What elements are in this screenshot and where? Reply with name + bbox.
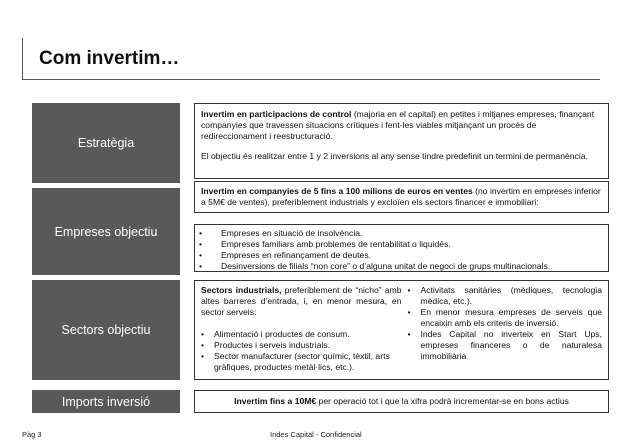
content-sectors: [194, 280, 609, 380]
label-estrategia-text: Estratègia: [77, 136, 135, 150]
estrategia-paragraph-1: [201, 109, 602, 142]
sectors-right-list: [407, 285, 602, 362]
label-imports: [32, 390, 180, 413]
footer-confidential: Indes Capital - Confidencial: [270, 430, 362, 439]
empreses-bullet: • Empreses en situació de insolvència.: [199, 228, 602, 239]
sectors-right-column: [407, 285, 602, 373]
empreses-intro-bold: Invertim en companyies de 5 fins a 100 milions de euros en ventes: [201, 186, 473, 196]
estrategia-p1-bold: Invertim en participacions de control: [201, 109, 352, 119]
estrategia-paragraph-2: El objectiu és realitzar entre 1 y 2 inversions al any sense tindre predefinit un termini de permanència.: [201, 151, 588, 161]
content-empreses-intro: [194, 181, 609, 213]
label-empreses: [32, 188, 180, 275]
empreses-bullet: • Empreses en refinançament de deutes.: [199, 250, 602, 261]
sectors-left-bullet: • Sector manufacturer (sector químic, tèxtil, arts gràfiques, productes metàl·lics, etc.).: [201, 351, 401, 373]
sectors-left-intro: [201, 285, 401, 318]
empreses-intro-rest: (no invertim en empreses inferior a 5M€ de ventes), preferiblement industrials y excloïen els sectors financer e immobiliari:: [201, 186, 601, 207]
sectors-left-column: [201, 285, 401, 373]
imports-rest: per operació tot i que la xifra podrà incrementar-se en bons actius: [316, 396, 569, 406]
content-estrategia: [194, 103, 609, 179]
imports-bold: Invertim fins a 10M€: [234, 396, 317, 406]
content-imports: [194, 390, 609, 413]
sectors-left-bold: Sectors industrials,: [201, 285, 282, 295]
sectors-right-bullet: • Activitats sanitàries (mèdiques, tecnologia mèdica, etc.).: [407, 285, 602, 307]
page-title: Com invertim…: [39, 48, 180, 69]
title-bar: [22, 38, 600, 80]
empreses-bullet: • Empreses familiars amb problemes de rentabilitat o liquidés.: [199, 239, 602, 250]
sectors-right-bullet: • Indes Capital no inverteix en Start Ups, empreses financeres o de naturalesa immobiliària: [407, 329, 602, 362]
imports-text: [234, 396, 569, 407]
sectors-left-rest: preferiblement de “nicho” amb altes barreres d’entrada, i, en menor mesura, en sector serveis:: [201, 285, 402, 317]
sectors-left-bullet: • Alimentació i productes de consum.: [201, 329, 401, 340]
sectors-right-bullet: • En menor mesura empreses de serveis que encaixin amb els criteris de inversió.: [407, 307, 602, 329]
sectors-left-list: [201, 329, 401, 373]
label-imports-text: Imports inversió: [61, 394, 151, 409]
empreses-bullet-list: [199, 228, 602, 272]
content-empreses-list: [194, 224, 609, 272]
label-empreses-text: Empreses objectiu: [54, 224, 158, 239]
label-sectors: [32, 280, 180, 380]
sectors-left-bullet: • Productes i serveis industrials.: [201, 340, 401, 351]
footer-page-number: Pàg 3: [22, 430, 42, 439]
label-estrategia: [32, 103, 180, 183]
empreses-intro: [201, 186, 602, 208]
estrategia-p1-rest: (majoria en el capital) en petites i mitjanes empreses, finançant companyies que travessen situacions crítiques i fent-les viables mitjançant un procés de redireccionament i reestructuració.: [201, 109, 595, 141]
label-sectors-text: Sectors objectiu: [61, 323, 151, 337]
empreses-bullet: • Desinversions de filials “non core” o d’alguna unitat de negoci de grups multinacionals.: [199, 261, 602, 272]
